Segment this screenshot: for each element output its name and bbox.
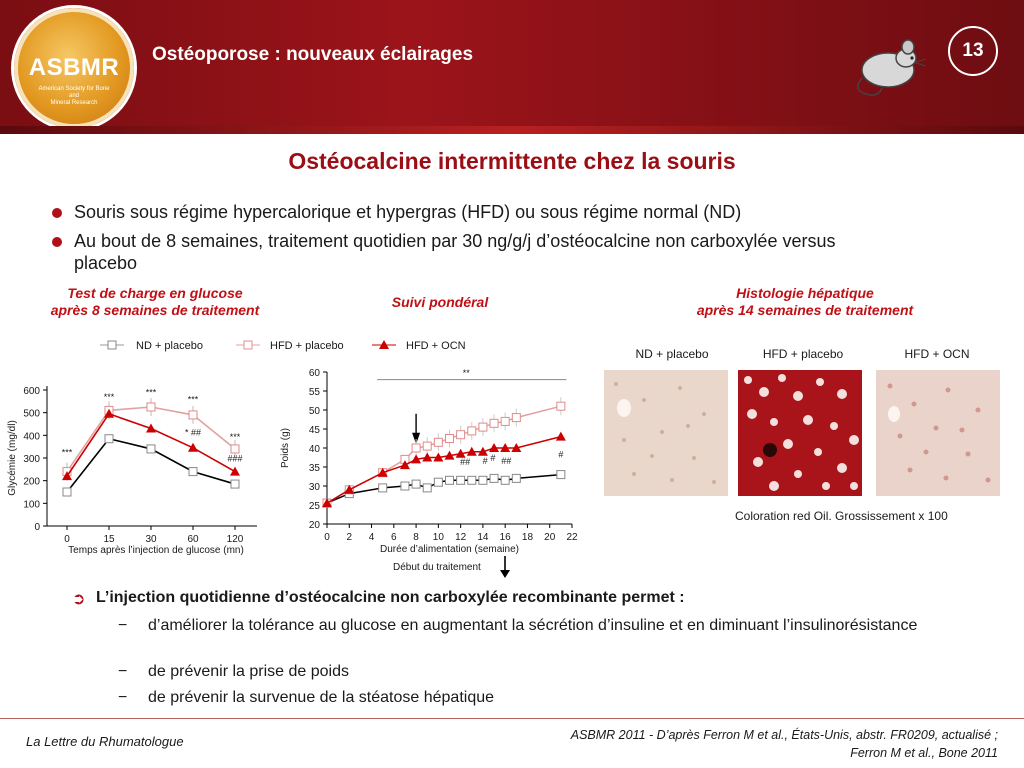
weight-point-0-6 — [434, 478, 442, 486]
conclusion-item-2 — [118, 662, 968, 682]
weight-x-tick-label: 10 — [432, 532, 444, 543]
conclusion-item-1 — [118, 616, 968, 636]
weight-point-0-12 — [501, 476, 509, 484]
logo-title: ASBMR — [28, 54, 120, 81]
footer-reference: ASBMR 2011 - D’après Ferron M et al., États-Unis, abstr. FR0209, actualisé ; Ferron M et al., Bone 2011 — [570, 728, 998, 760]
weight-series-line-0 — [327, 475, 561, 504]
slide-title: Ostéocalcine intermittente chez la souris — [288, 148, 736, 174]
weight-point-0-4 — [412, 480, 420, 488]
charts-area — [0, 330, 600, 580]
weight-y-tick-label: 30 — [308, 482, 320, 493]
glucose-point-0-1 — [105, 435, 113, 443]
dash-icon: − — [118, 617, 128, 634]
weight-series-line-2 — [327, 437, 564, 504]
legend-label-ocn: HFD + OCN — [406, 340, 466, 352]
histology-caption: Coloration red Oil. Grossissement x 100 — [735, 509, 948, 523]
glucose-section-title: Test de charge en glucose après 8 semaines de traitement — [50, 285, 260, 318]
histology-image-ocn — [876, 370, 1000, 496]
weight-y-tick-label: 35 — [308, 463, 320, 474]
treatment-start-label: Début du traitement — [393, 562, 481, 573]
histology-image-nd — [604, 370, 728, 496]
weight-point-0-13 — [512, 474, 520, 482]
glucose-significance-label: *** — [229, 431, 241, 442]
weight-x-tick-label: 18 — [521, 532, 534, 543]
weight-significance-label: ## — [460, 457, 471, 468]
weight-x-axis-label: Durée d’alimentation (semaine) — [380, 544, 519, 555]
weight-point-1-4 — [412, 444, 420, 452]
glucose-y-tick-label: 400 — [23, 431, 40, 443]
glucose-significance-label: *** — [187, 394, 199, 405]
glucose-chart — [7, 386, 257, 556]
weight-point-1-9 — [468, 427, 476, 435]
legend-hfd-square-icon — [244, 341, 252, 349]
glucose-y-tick-label: 600 — [23, 386, 40, 397]
chart-legend — [100, 340, 466, 352]
conclusion-item-2-text: de prévenir la prise de poids — [148, 663, 350, 680]
histology-section-title: Histologie hépatique après 14 semaines de traitement — [696, 285, 914, 318]
asbmr-logo — [14, 8, 134, 128]
weight-point-1-6 — [434, 438, 442, 446]
conclusion-heading: L’injection quotidienne d’ostéocalcine non carboxylée recombinante permet : — [96, 589, 685, 606]
weight-x-tick-label: 8 — [413, 532, 419, 543]
weight-section-title: Suivi pondéral — [391, 294, 489, 310]
weight-y-tick-label: 45 — [308, 425, 320, 436]
conclusion-item-3 — [118, 688, 968, 708]
weight-significance-label: # — [558, 449, 564, 460]
glucose-y-tick-label: 300 — [23, 454, 40, 465]
glucose-y-axis-label: Glycémie (mg/dl) — [7, 420, 18, 496]
histo-label-hfd: HFD + placebo — [762, 347, 844, 361]
glucose-x-axis-label: Temps après l’injection de glucose (mn) — [68, 545, 244, 556]
weight-point-2-14 — [556, 432, 566, 441]
glucose-point-0-2 — [147, 445, 155, 453]
histology-image-hfd — [738, 370, 862, 496]
dash-icon: − — [118, 689, 128, 706]
glucose-point-1-2 — [147, 403, 155, 411]
histo-label-ocn: HFD + OCN — [904, 347, 970, 361]
footer-divider — [0, 718, 1024, 719]
glucose-significance-label: ### — [227, 453, 243, 464]
footer-journal: La Lettre du Rhumatologue — [26, 734, 184, 749]
glucose-point-0-3 — [189, 468, 197, 476]
weight-point-0-8 — [457, 476, 465, 484]
weight-point-0-14 — [557, 471, 565, 479]
weight-x-tick-label: 20 — [544, 532, 556, 543]
weight-x-tick-label: 12 — [455, 532, 467, 543]
weight-significance-label: # — [482, 455, 488, 466]
glucose-y-tick-label: 100 — [23, 499, 40, 511]
histo-label-nd: ND + placebo — [635, 347, 709, 361]
bullet-1 — [74, 201, 974, 223]
glucose-point-2-4 — [230, 467, 240, 476]
glucose-x-tick-label: 60 — [187, 534, 199, 545]
page-number: 13 — [948, 26, 998, 76]
glucose-significance-label: *** — [61, 447, 73, 458]
weight-point-0-2 — [379, 484, 387, 492]
weight-chart — [280, 368, 578, 555]
glucose-point-1-3 — [189, 411, 197, 419]
glucose-point-1-4 — [231, 445, 239, 453]
bullet-2 — [74, 230, 894, 274]
weight-x-tick-label: 22 — [566, 532, 578, 543]
weight-x-tick-label: 2 — [346, 532, 353, 543]
weight-x-tick-label: 14 — [477, 532, 489, 543]
glucose-point-0-4 — [231, 480, 239, 488]
conclusion-item-1-text: d’améliorer la tolérance au glucose en augmentant la sécrétion d’insuline et en diminuant l’insulinorésistance — [148, 617, 918, 634]
weight-point-0-5 — [423, 484, 431, 492]
glucose-x-tick-label: 15 — [103, 534, 115, 545]
weight-x-tick-label: 0 — [324, 532, 330, 543]
weight-point-1-8 — [457, 431, 465, 439]
weight-y-tick-label: 55 — [308, 387, 320, 398]
glucose-y-tick-label: 500 — [23, 408, 40, 420]
weight-significance-label: ** — [462, 367, 470, 378]
weight-x-tick-label: 6 — [391, 532, 397, 543]
weight-significance-label: ## — [501, 455, 512, 466]
weight-point-0-10 — [479, 476, 487, 484]
weight-point-1-13 — [512, 414, 520, 422]
legend-label-nd: ND + placebo — [136, 340, 203, 352]
glucose-y-tick-label: 200 — [23, 476, 40, 488]
weight-series-line-1 — [327, 406, 564, 503]
logo-subtitle: American Society for Bone and Mineral Research — [38, 86, 110, 106]
down-arrow-icon — [498, 556, 512, 580]
glucose-x-tick-label: 120 — [226, 534, 244, 545]
glucose-x-tick-label: 0 — [64, 534, 70, 545]
glucose-y-tick-label: 0 — [34, 522, 40, 533]
weight-point-0-3 — [401, 482, 409, 490]
glucose-significance-label: * ## — [184, 427, 202, 438]
conclusion-item-3-text: de prévenir la survenue de la stéatose hépatique — [148, 689, 495, 706]
weight-point-1-11 — [490, 419, 498, 427]
weight-point-0-9 — [468, 476, 476, 484]
weight-y-axis-label: Poids (g) — [280, 427, 291, 469]
weight-point-1-10 — [479, 423, 487, 431]
dash-icon: − — [118, 663, 128, 680]
bullet-2-text: Au bout de 8 semaines, traitement quotidien par 30 ng/g/j d’ostéocalcine non carboxylée versus placebo — [74, 231, 836, 273]
weight-point-1-5 — [423, 442, 431, 450]
weight-point-1-14 — [557, 402, 565, 410]
glucose-point-0-0 — [63, 488, 71, 496]
mouse-icon — [848, 28, 930, 100]
legend-label-hfd: HFD + placebo — [270, 340, 344, 352]
arrow-bullet-icon: ➲ — [72, 591, 86, 608]
bullet-dot-icon — [52, 208, 62, 218]
weight-point-1-7 — [446, 435, 454, 443]
header-title: Ostéoporose : nouveaux éclairages — [152, 44, 474, 65]
weight-y-tick-label: 25 — [308, 501, 320, 512]
weight-x-tick-label: 16 — [499, 532, 511, 543]
header-banner — [0, 0, 1024, 134]
weight-y-tick-label: 50 — [308, 406, 320, 417]
legend-nd-square-icon — [108, 341, 116, 349]
glucose-significance-label: *** — [145, 387, 157, 398]
weight-point-1-12 — [501, 417, 509, 425]
glucose-significance-label: *** — [103, 392, 115, 403]
bullet-1-text: Souris sous régime hypercalorique et hypergras (HFD) ou sous régime normal (ND) — [74, 202, 742, 222]
weight-y-tick-label: 60 — [308, 368, 320, 379]
weight-x-tick-label: 4 — [368, 532, 375, 543]
bullet-dot-icon — [52, 237, 62, 247]
weight-y-tick-label: 20 — [308, 520, 320, 531]
weight-y-tick-label: 40 — [308, 444, 320, 455]
glucose-x-tick-label: 30 — [145, 534, 157, 545]
weight-point-0-7 — [446, 476, 454, 484]
weight-point-0-11 — [490, 474, 498, 482]
glucose-point-2-3 — [188, 443, 198, 452]
weight-significance-label: # — [490, 452, 496, 463]
